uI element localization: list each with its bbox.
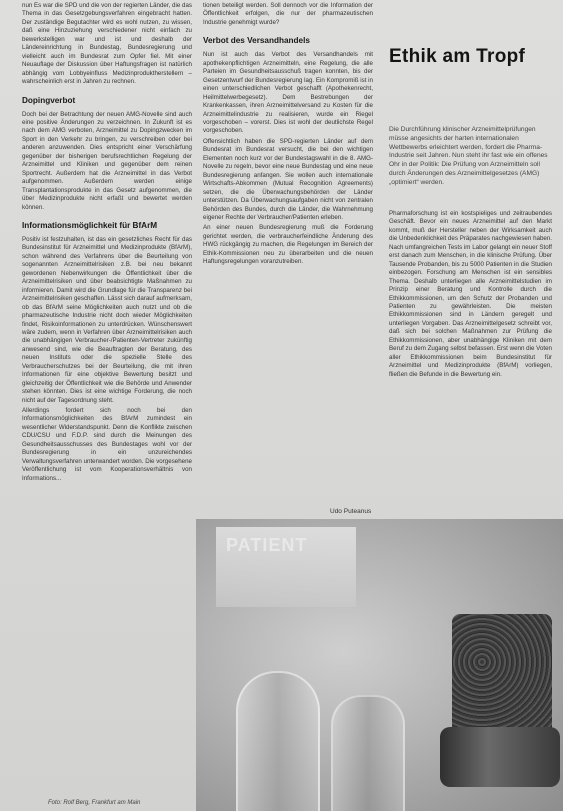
- body-paragraph: Nun ist auch das Verbot des Versandhandels mit apothekenpflichtigen Arzneimitteln, eine Regelung, die alle Parteien im Gesundheitsausschuß tragen konnten, bis der Gesetzentwurf der Bundesregierung lag. Ein Kompromiß ist in einen unterschiedlichen Verbot geschafft (Apothekenrecht, Heilmittelwerbegesetz). Dem Bestrebungen der Krankenkassen, ihren Arzneimittelversand zu Kosten für die Arzneimittelindustrie zu realisieren, wurde ein Riegel vorgeschoben – vorerst. Dies ist wohl der deutlichste Regel vorgeschoben.: [203, 51, 373, 135]
- photo-glass-vial: [236, 671, 320, 811]
- body-paragraph: tionen beteiligt werden. Soll dennoch vor die Information der Öffentlichkeit erfolgen, die nur der pharmazeutischen Industrie genehmigt wurde?: [203, 2, 373, 26]
- text-column-middle: [203, 2, 373, 490]
- body-paragraph: Positiv ist festzuhalten, ist das ein gesetzliches Recht für das Bundesinstitut für Arzneimittel und Medizinprodukte (BfArM), schon während des Verfahrens über die Beurteilung von sogenannten Arzneimittelrisiken z.B. bei neu bekannt gewordenen Nebenwirkungen die Öffentlichkeit über die Arzneimittelrisiken und über beabsichtigte Maßnahmen zu informieren. Damit wird die Grundlage für die Transparenz bei Arzneimittelrisiken geschaffen. Lässt sich darauf aufmerksam, ob das BfArM seine Möglichkeiten auch nutzt und ob die pharmazeutische Industrie nicht doch wieder Möglichkeiten findet, Risikoinformationen zu unterdrücken. Wünschenswert wäre zudem, wenn in Verfahren über Arzneimittelrisiken auch die unabhängigen Verbraucher-/Patienten-Vertreter zukünftig anwesend sind, wie die Beauftragten der Beratung, des neuen Instituts oder die spezielle Stelle des Verbraucherschutzes bei der Beurteilung, die mit ihren Informationen für eine objektive Bewertung besitzt und gleichzeitig der Öffentlichkeit wie die Behörde und Anwender stehen könnten. Dies ist eine wichtige Forderung, die noch nicht auf der Tagesordnung steht.: [22, 235, 192, 404]
- section-heading: Dopingverbot: [22, 95, 76, 105]
- body-paragraph: An einer neuen Bundesregierung muß die Forderung gerichtet werden, die verbraucherfeindliche Änderung des HWG rückgängig zu machen, die Regelungen im Bereich der Ethik-Kommissionen neu zu überarbeiten und die neuen Haftungsregelungen voranzutreiben.: [203, 224, 373, 266]
- photo-glass-vial-second: [331, 695, 405, 811]
- photo-cork-stopper: [452, 614, 552, 734]
- body-paragraph: Pharmaforschung ist ein kostspieliges und zeitraubendes Geschäft. Bevor ein neues Arzneimittel auf den Markt kommt, muß der Hersteller neben der Wirksamkeit auch die Unbedenklichkeit des Präparates nachgewiesen haben. Nach umfangreichen Tests im Labor gelangt ein neuer Stoff erst danach zum Menschen, in die klinische Prüfung. Über Tausende Probanden, bis zu 5000 Patienten in die Studien einbezogen. Forschung am Menschen ist ein sensibles Thema. Deshalb unterliegen alle Arzneimittelstudien im Prinzip einer Beratung und Kontrolle durch die Ethikkommissionen, um den Schutz der Probanden und Patienten zu gewährleisten. Die meisten Ethikkommissionen sind in Ländern geregelt und unterliegen Vorgaben. Das Arzneimittelgesetz schreibt vor, daß sich bei solchen Maßnahmen zur Prüfung die Ethikkommissionen, aber unabhängige Kliniken mit dem Beruf zu dem Zugang selbst befassen. Erst wenn die Voten aller Ethikkommissionen beim Bundesinstitut für Arzneimittel und Medizinprodukte (BfArM) vorliegen, fließen die Befunde in die Bewertung ein.: [389, 210, 552, 378]
- text-column-right: [389, 210, 552, 514]
- photo-label: PATIENT: [226, 535, 308, 555]
- article-photo: [196, 519, 563, 811]
- author-name: Udo Puteanus: [330, 508, 372, 515]
- body-paragraph: Offensichtlich haben die SPD-regierten Länder auf dem Bundesrat im Bundesrat versucht, die bei den wichtigen Elementen noch kurz vor der Bundestagswahl in die 8. AMG-Novelle zu regeln, bevor eine neue Bundestag und eine neue Bundesregierung anfangen. Sie wollen auch internationale Wirtschafts-Abkommen (Mutual Recognition Agreements) setzen, die die Überwachungsbehörden der Länder unterstützen. Da Überwachungsaufgaben nicht von zentralen Behörden des Bundes, durch die Länder, die Wahrnehmung eigener Rechte der Verbraucher/Patienten erleben.: [203, 137, 373, 221]
- text-column-left: [22, 2, 192, 796]
- photo-caption: Foto: Rolf Berg, Frankfurt am Main: [48, 800, 141, 806]
- article-intro: Die Durchführung klinischer Arzneimittelprüfungen müsse angesichts der harten internationalen Wettbewerbs erleichtert werden, fordert die Pharma-Industrie seit Jahren. Nun steht ihr fast wie ein offenes Ohr in der Politik: Die Prüfung von Arzneimitteln soll durch Änderungen des Arzneimittelgesetzes (AMG) „optimiert“ werden.: [389, 126, 548, 186]
- article-title: Ethik am Tropf: [389, 46, 526, 67]
- body-paragraph: Doch bei der Betrachtung der neuen AMG-Novelle sind auch eine positive Änderungen zu verzeichnen. In Zukunft ist es nach dem AMG verboten, Arzneimittel zu Dopingzwecken im Sport in den Verkehr zu bringen, zu verschreiben oder bei anderen anzuwenden. Dies entspricht einer Verschärfung gegenüber der bisherigen berufsrechtlichen Regelung der Arzneimittel und Kliniken und gegenüber dem reinen Sportrecht. Außerdem hat die Arzneimittel in das Verbot aufgenommen. Außerdem werden einige Transplantationsprodukte in das Gesetz aufgenommen, die über Medizinprodukte nicht erfaßt und bewertet werden können.: [22, 110, 192, 211]
- section-heading: Informationsmöglichkeit für BfArM: [22, 220, 158, 230]
- body-paragraph: nun Es war die SPD und die von der regierten Länder, die das Thema in das Gesetzgebungsverfahren eingebracht hatten. Der zuständige Begutachter wird es wohl nutzen, zu wissen, daß eine Hinzuziehung verschiedener nicht einfach zu bewerkstelligen war und ist und deshalb der Ländereinrichtung in Bundestag, Bundesregierung und vielleicht auch im Bundesrat zum Opfer fiel. Mit einer Neuauflage der Diskussion über Haftungsfragen ist natürlich abhängig vom Lobbyeinfluss Medizinproduktherstellern – wahrscheinlich erst in Jahren zu rechnen.: [22, 2, 192, 86]
- body-paragraph: Allerdings fordert sich noch bei den Informationsmöglichkeiten des BfArM zumindest ein wesentlicher Widerstandspunkt. Denn die Konflikte zwischen CDU/CSU und F.D.P. sind durch die Meinungen des Gesundheitsausschusses des Bundestages wohl vor der Bundesregierung in ein unzureichendes Verwaltungsverfahren unterwandert worden. Die vorgesehene Veröffentlichung ist vom Kooperationsverhältnis von Informations...: [22, 407, 192, 482]
- section-heading: Verbot des Versandhandels: [203, 36, 310, 46]
- photo-bottle-cap: [440, 727, 560, 787]
